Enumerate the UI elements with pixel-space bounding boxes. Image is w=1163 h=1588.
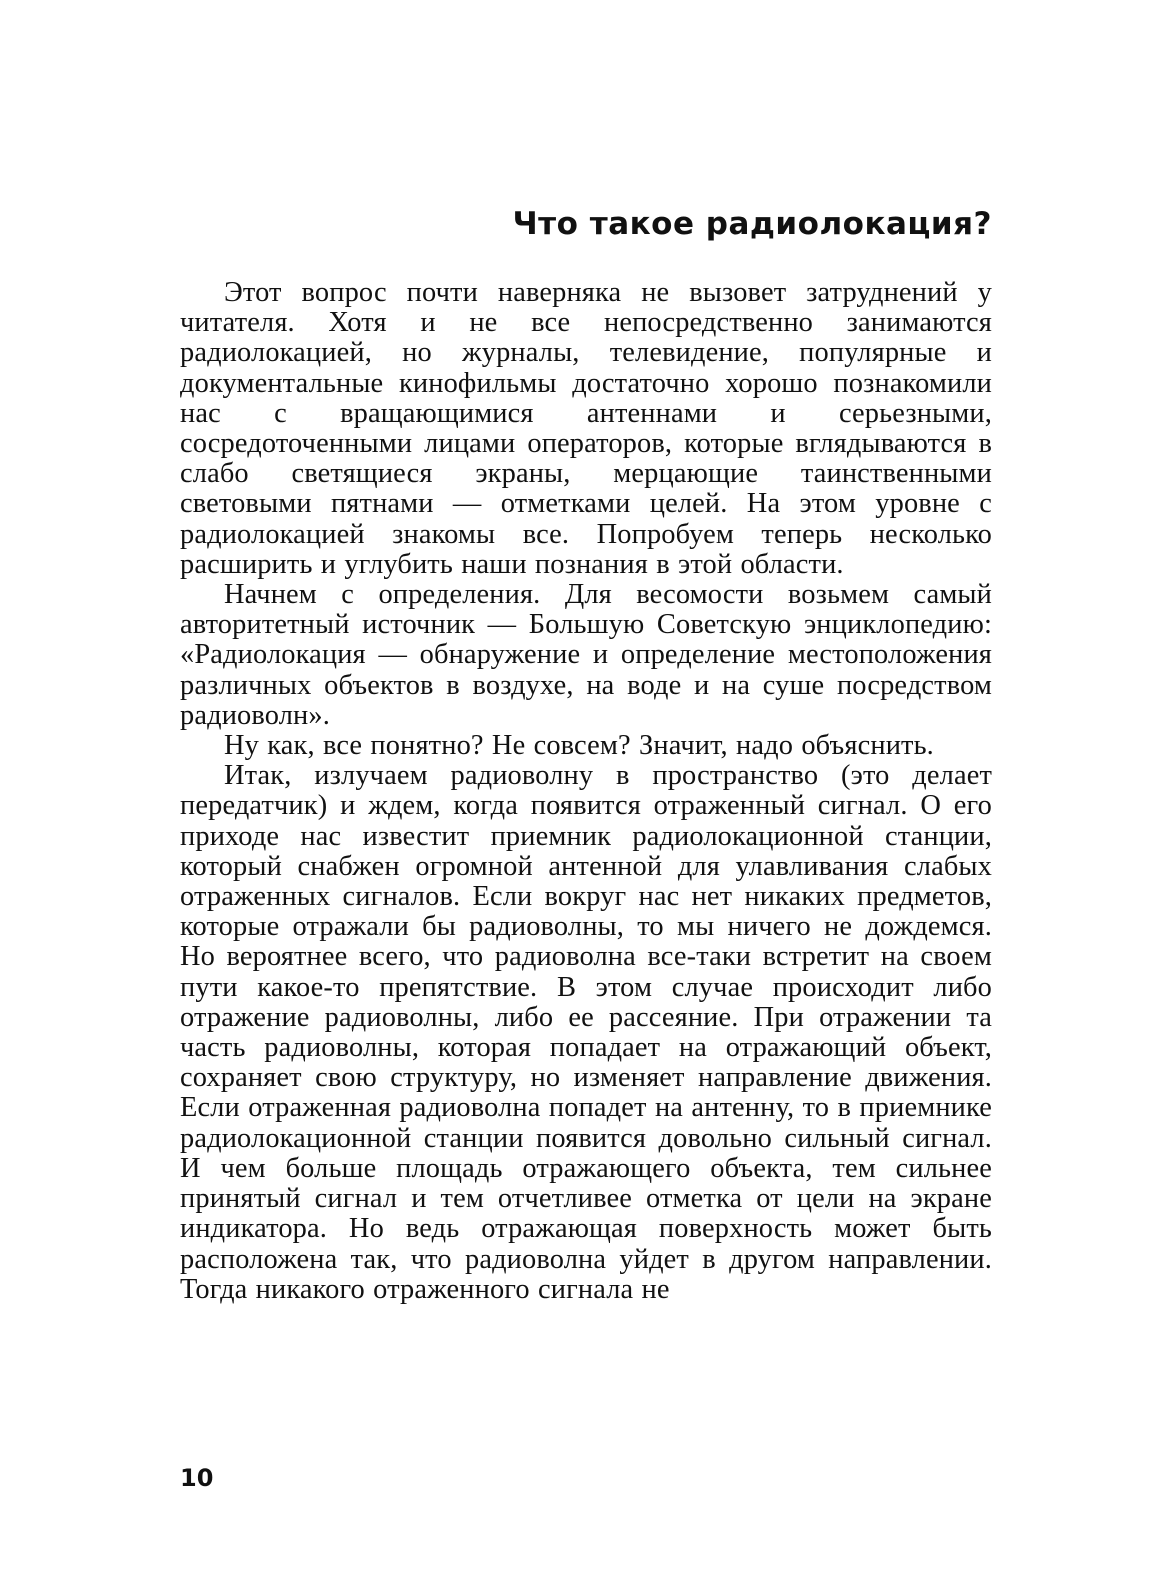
body-text: [180, 278, 992, 1305]
paragraph: Итак, излучаем радиоволну в пространство (это делает передатчик) и ждем, когда появится отраженный сигнал. О его приходе нас известит приемник радиолокационной станции, который снабжен огромной антенной для улавливания слабых отраженных сигналов. Если вокруг нас нет никаких предметов, которые отражали бы радиоволны, то мы ничего не дождемся. Но вероятнее всего, что радиоволна все-таки встретит на своем пути какое-то препятствие. В этом случае происходит либо отражение радиоволны, либо ее рассеяние. При отражении та часть радиоволны, которая попадает на отражающий объект, сохраняет свою структуру, но изменяет направление движения. Если отраженная радиоволна попадет на антенну, то в приемнике радиолокационной станции появится довольно сильный сигнал. И чем больше площадь отражающего объекта, тем сильнее принятый сигнал и тем отчетливее отметка от цели на экране индикатора. Но ведь отражающая поверхность может быть расположена так, что радиоволна уйдет в другом направлении. Тогда никакого отраженного сигнала не: [180, 760, 992, 1305]
page-number: 10: [180, 1464, 214, 1492]
paragraph: Этот вопрос почти наверняка не вызовет затруднений у читателя. Хотя и не все непосредственно занимаются радиолокацией, но журналы, телевидение, популярные и документальные кинофильмы достаточно хорошо познакомили нас с вращающимися антеннами и серьезными, сосредоточенными лицами операторов, которые вглядываются в слабо светящиеся экраны, мерцающие таинственными световыми пятнами — отметками целей. На этом уровне с радиолокацией знакомы все. Попробуем теперь несколько расширить и углубить наши познания в этой области.: [180, 277, 992, 580]
paragraph: Ну как, все понятно? Не совсем? Значит, надо объяснить.: [224, 730, 934, 762]
chapter-title: Что такое радиолокация?: [512, 206, 992, 242]
paragraph: Начнем с определения. Для весомости возьмем самый авторитетный источник — Большую Советскую энциклопедию: «Радиолокация — обнаружение и определение местоположения различных объектов в воздухе, на воде и на суше посредством радиоволн».: [180, 579, 992, 731]
